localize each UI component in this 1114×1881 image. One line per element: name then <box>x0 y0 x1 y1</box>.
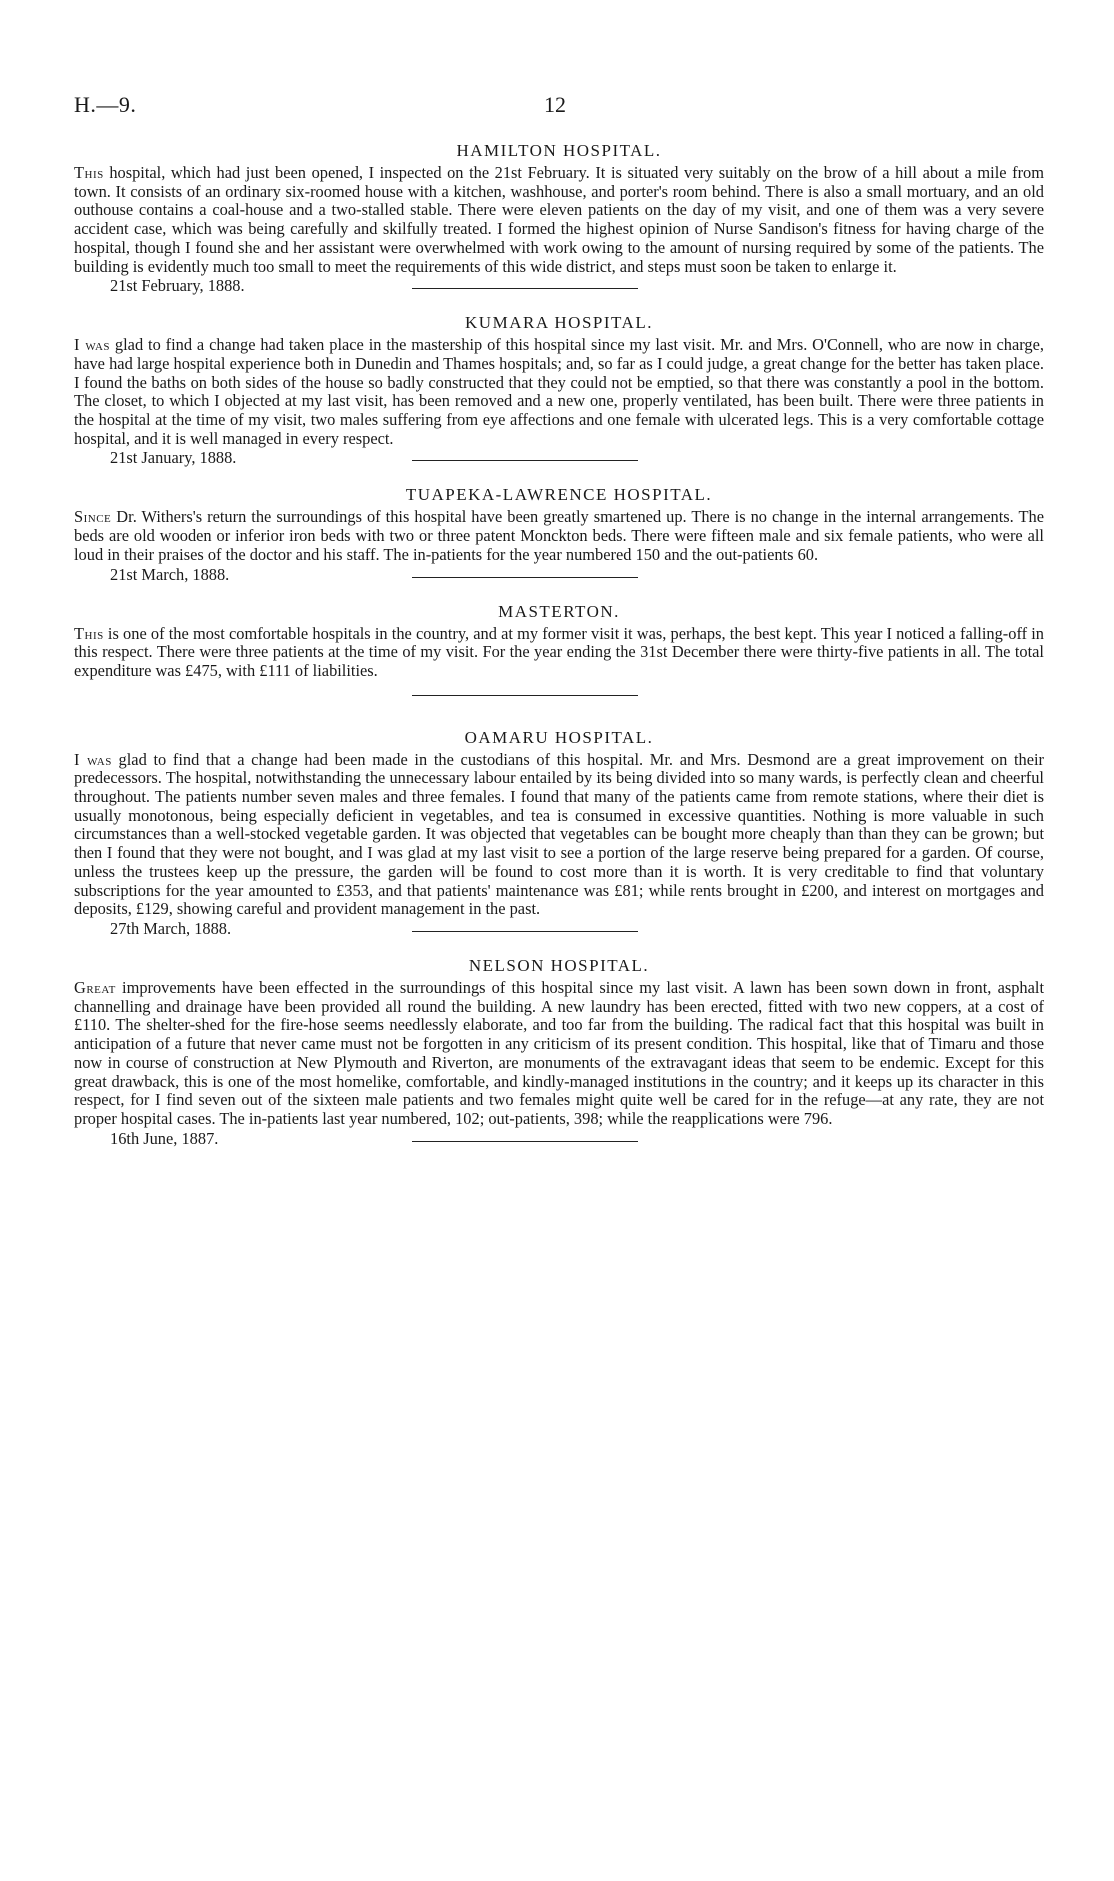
section-divider <box>412 460 638 461</box>
page-header <box>74 92 1044 122</box>
section-body <box>74 336 1044 448</box>
section-masterton <box>74 601 1044 713</box>
lead-word: This <box>74 163 104 182</box>
lead-word: I was <box>74 749 112 769</box>
section-divider <box>412 288 638 289</box>
section-dateline <box>74 919 1044 941</box>
section-date: 21st February, 1888. <box>110 276 245 296</box>
body-text: Dr. Withers's return the surroundings of this hospital have been greatly smartened up. There is no change in the internal arrangements. The beds are old wooden or inferior iron beds with two or three patent Monckton beds. There were fifteen male and six female patients, who were all loud in their praises of the doctor and his staff. The in-patients for the year numbered 150 and the out-patients 60. <box>74 507 1044 564</box>
section-oamaru <box>74 727 1044 941</box>
section-nelson <box>74 955 1044 1151</box>
section-title: KUMARA HOSPITAL. <box>465 313 653 333</box>
section-body <box>74 979 1044 1129</box>
section-date: 16th June, 1887. <box>110 1128 219 1148</box>
body-text: glad to find a change had taken place in the mastership of this hospital since my last visit. Mr. and Mrs. O'Connell, who are now in charge, have had large hospital experience both in Dunedin and Thames hospitals; and, so far as I could judge, a great change for the better has taken place. I found the baths on both sides of the house so badly constructed that they could not be emptied, so that there was constantly a pool in the bottom. The closet, to which I objected at my last visit, has been removed and a new one, properly ventilated, has been built. There were three patients in the hospital at the time of my visit, two males suffering from eye affections and one female with ulcerated legs. This is a very comfortable cottage hospital, and it is well managed in every respect. <box>74 335 1045 448</box>
section-title: HAMILTON HOSPITAL. <box>456 141 662 160</box>
lead-word: This <box>74 623 104 643</box>
section-title: OAMARU HOSPITAL. <box>464 727 654 747</box>
section-date: 21st January, 1888. <box>110 448 237 468</box>
body-text: is one of the most comfortable hospitals in the country, and at my former visit it was, perhaps, the best kept. This year I noticed a falling-off in this respect. There were three patients at the time of my visit. For the year ending the 31st December there were thirty-five patients in all. The total expenditure was £475, with £111 of liabilities. <box>74 623 1044 680</box>
body-text: improvements have been effected in the surroundings of this hospital since my last visit. A lawn has been sown down in front, asphalt channelling and drainage have been provided all round the building. A new laundry has been erected, fitted with two new coppers, at a cost of £110. The shelter-shed for the fire-hose seems needlessly elaborate, and too far from the building. The radical fact that this hospital was built in anticipation of a future that never came must not be forgotten in any criticism of its present condition. This hospital, like that of Timaru and those now in course of construction at New Plymouth and Riverton, are monuments of the extravagant ideas that seem to be endemic. Except for this great drawback, this is one of the most homelike, comfortable, and kindly-managed institutions in the country; and it keeps up its character in this respect, for I find seven out of the sixteen male patients and two females might quite well be cared for in the refuge—at any rate, they are not proper hospital cases. The in-patients last year numbered, 102; out-patients, 398; while the reapplications were 796. <box>74 977 1044 1128</box>
section-divider <box>412 695 638 696</box>
section-hamilton <box>74 140 1044 298</box>
section-dateline <box>74 276 1044 298</box>
section-date: 21st March, 1888. <box>110 564 230 584</box>
section-divider <box>412 577 638 578</box>
section-divider <box>412 931 638 932</box>
section-title: TUAPEKA-LAWRENCE HOSPITAL. <box>405 485 713 505</box>
lead-word: Since <box>74 507 112 527</box>
section-dateline <box>74 565 1044 587</box>
section-title: NELSON HOSPITAL. <box>468 955 650 975</box>
section-body <box>74 508 1044 564</box>
section-title: MASTERTON. <box>498 601 620 621</box>
section-dateline <box>74 1129 1044 1151</box>
body-text: glad to find that a change had been made in the custodians of this hospital. Mr. and Mrs. Desmond are a great improvement on their predecessors. The hospital, notwithstanding the unnecessary labour entailed by its being divided into so many wards, is perfectly clean and cheerful throughout. The patients number seven males and three females. I found that many of the patients came from remote stations, where their diet is usually monotonous, being especially deficient in vegetables, and tea is consumed in excessive quantities. Nothing is more valuable in such circumstances than a well-stocked vegetable garden. It was objected that vegetables can be bought more cheaply than than they can be grown; but then I found that they were not bought, and I was glad at my last visit to see a portion of the large reserve being prepared for a garden. Of course, unless the trustees keep up the pressure, the garden will be found to cost more than it is worth. It is very creditable to find that voluntary subscriptions for the year amounted to £353, and that patients' maintenance was £81; while rents brought in £200, and interest on mortgages and deposits, £129, showing careful and provident management in the past. <box>74 749 1044 919</box>
section-body <box>74 164 1044 276</box>
section-dateline <box>74 448 1044 470</box>
section-date: 27th March, 1888. <box>110 918 232 938</box>
lead-word: I was <box>74 335 111 355</box>
page-number: 12 <box>544 92 566 117</box>
body-text: hospital, which had just been opened, I inspected on the 21st February. It is situated very suitably on the brow of a hill about a mile from town. It consists of an ordinary six-roomed house with a kitchen, washhouse, and porter's room behind. There is also a small mortuary, and an old outhouse contains a coal-house and a two-stalled stable. There were eleven patients on the day of my visit, and one of them was a very severe accident case, which was being carefully and skilfully treated. I formed the highest opinion of Nurse Sandison's fitness for having charge of the hospital, though I found she and her assistant were overwhelmed with work owing to the amount of nursing required by some of the patients. The building is evidently much too small to meet the requirements of this wide district, and steps must soon be taken to enlarge it. <box>74 163 1044 276</box>
section-body <box>74 751 1044 919</box>
document-reference: H.—9. <box>74 92 137 117</box>
section-kumara <box>74 312 1044 470</box>
section-body <box>74 625 1044 681</box>
section-divider <box>412 1141 638 1142</box>
section-tuapeka-lawrence <box>74 484 1044 586</box>
section-dateline <box>74 681 1044 713</box>
lead-word: Great <box>74 977 116 997</box>
report-content <box>74 140 1044 1151</box>
